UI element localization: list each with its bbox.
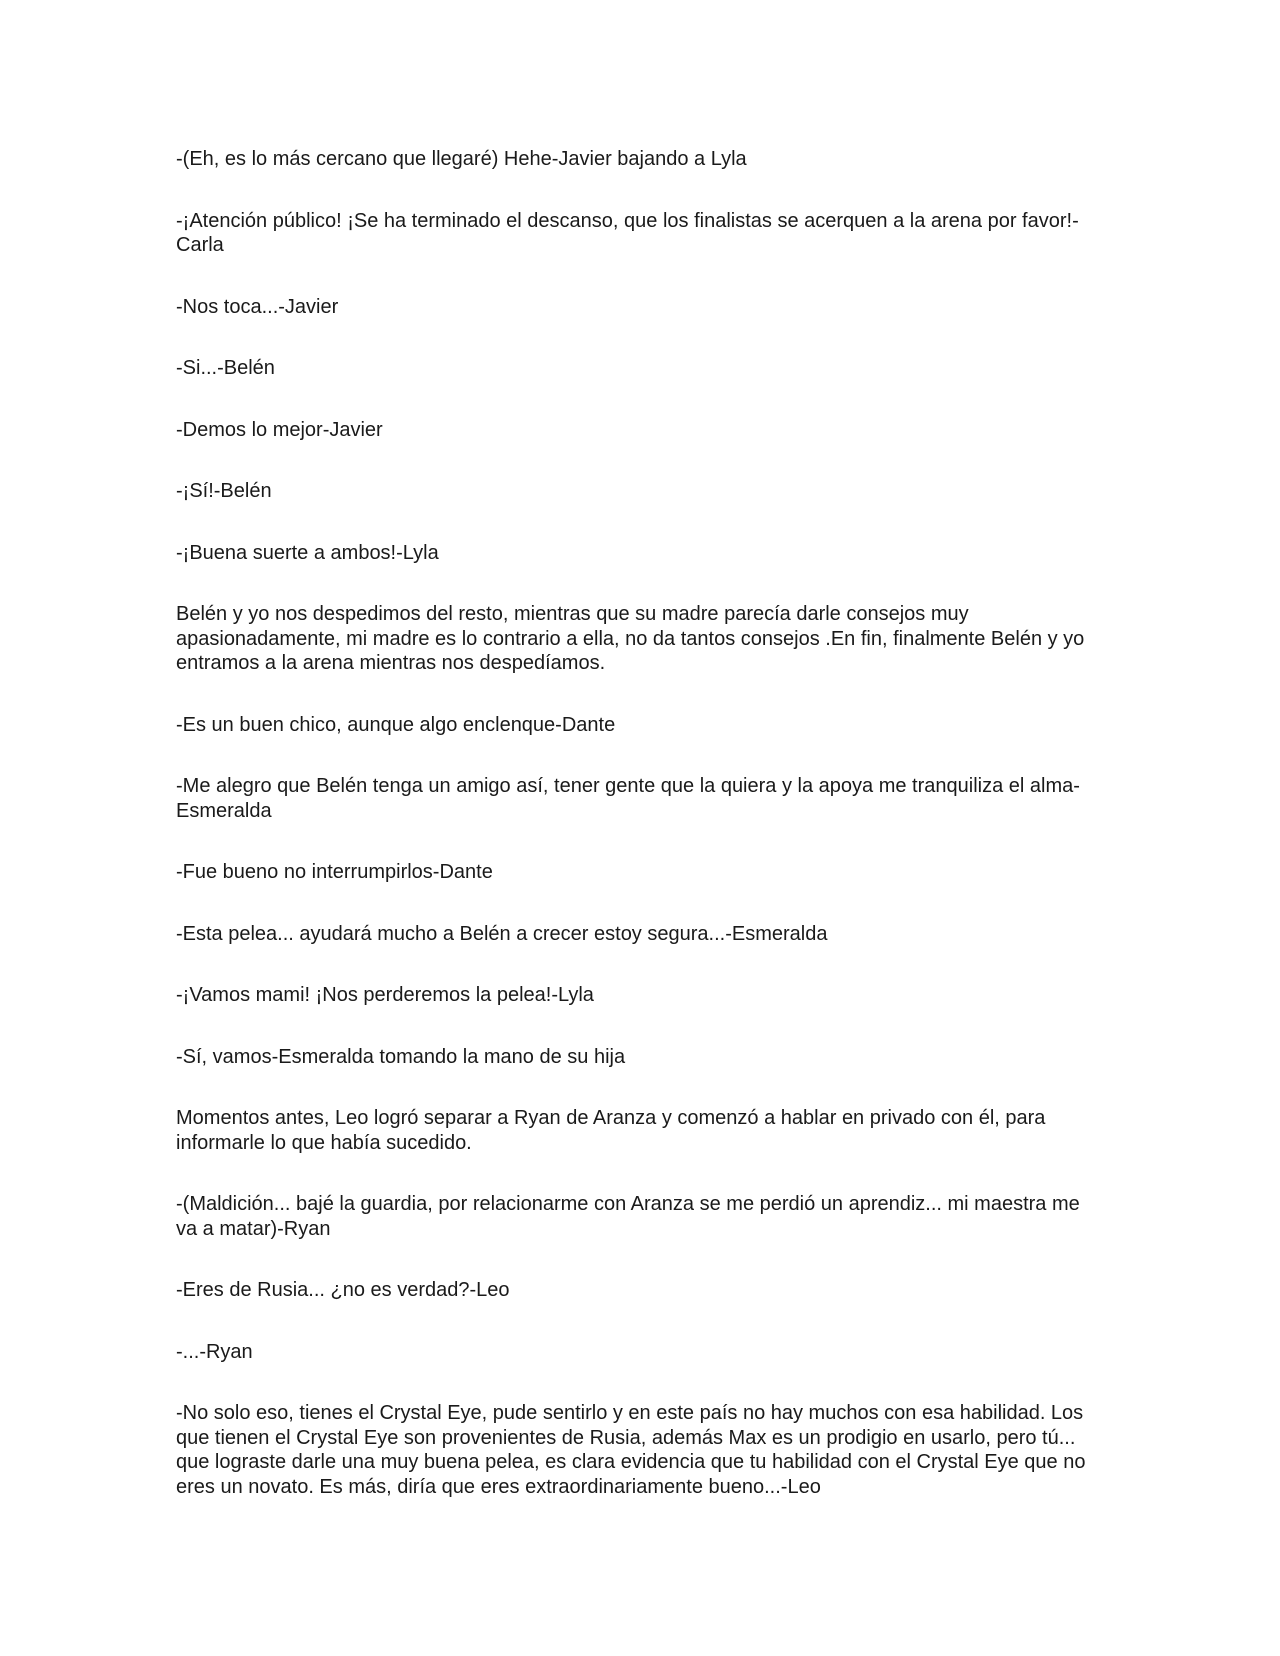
paragraph: -Si...-Belén — [176, 357, 275, 379]
paragraph: -(Eh, es lo más cercano que llegaré) Hehe-Javier bajando a Lyla — [176, 148, 747, 170]
paragraph: -Nos toca...-Javier — [176, 295, 339, 318]
paragraph: -No solo eso, tienes el Crystal Eye, pude sentirlo y en este país no hay muchos con esa habilidad. Los que tienen el Crystal Eye son provenientes de Rusia, además Max es un prodigio en usarlo, pero tú... que lograste darle una muy buena pelea, es clara evidencia que tu habilidad con el Crystal Eye que no eres un novato. Es más, diría que eres extraordinariamente bueno...-Leo — [176, 1402, 1086, 1498]
paragraph: -¡Sí!-Belén — [176, 480, 272, 502]
paragraph: -Esta pelea... ayudará mucho a Belén a crecer estoy segura...-Esmeralda — [176, 922, 828, 945]
paragraph: -Fue bueno no interrumpirlos-Dante — [176, 861, 493, 883]
paragraph: -Eres de Rusia... ¿no es verdad?-Leo — [176, 1279, 510, 1301]
paragraph: Belén y yo nos despedimos del resto, mientras que su madre parecía darle consejos muy apasionadamente, mi madre es lo contrario a ella, no da tantos consejos .En fin, finalmente Belén y yo entramos a la arena mientras nos despedíamos. — [176, 603, 1085, 674]
paragraph: -¡Atención público! ¡Se ha terminado el descanso, que los finalistas se acerquen a la arena por favor!-Carla — [176, 209, 1079, 256]
paragraph: -¡Buena suerte a ambos!-Lyla — [176, 541, 439, 564]
paragraph: -¡Vamos mami! ¡Nos perderemos la pelea!-Lyla — [176, 984, 594, 1006]
document-body — [176, 147, 1106, 1536]
paragraph: -Sí, vamos-Esmeralda tomando la mano de su hija — [176, 1045, 626, 1068]
paragraph: -...-Ryan — [176, 1340, 253, 1363]
paragraph: -Me alegro que Belén tenga un amigo así, tener gente que la quiera y la apoya me tranquiliza el alma-Esmeralda — [176, 775, 1080, 822]
paragraph: -Demos lo mejor-Javier — [176, 418, 383, 441]
paragraph: Momentos antes, Leo logró separar a Ryan de Aranza y comenzó a hablar en privado con él, para informarle lo que había sucedido. — [176, 1107, 1046, 1154]
paragraph: -(Maldición... bajé la guardia, por relacionarme con Aranza se me perdió un aprendiz... mi maestra me va a matar)-Ryan — [176, 1193, 1080, 1240]
paragraph: -Es un buen chico, aunque algo enclenque-Dante — [176, 713, 616, 736]
